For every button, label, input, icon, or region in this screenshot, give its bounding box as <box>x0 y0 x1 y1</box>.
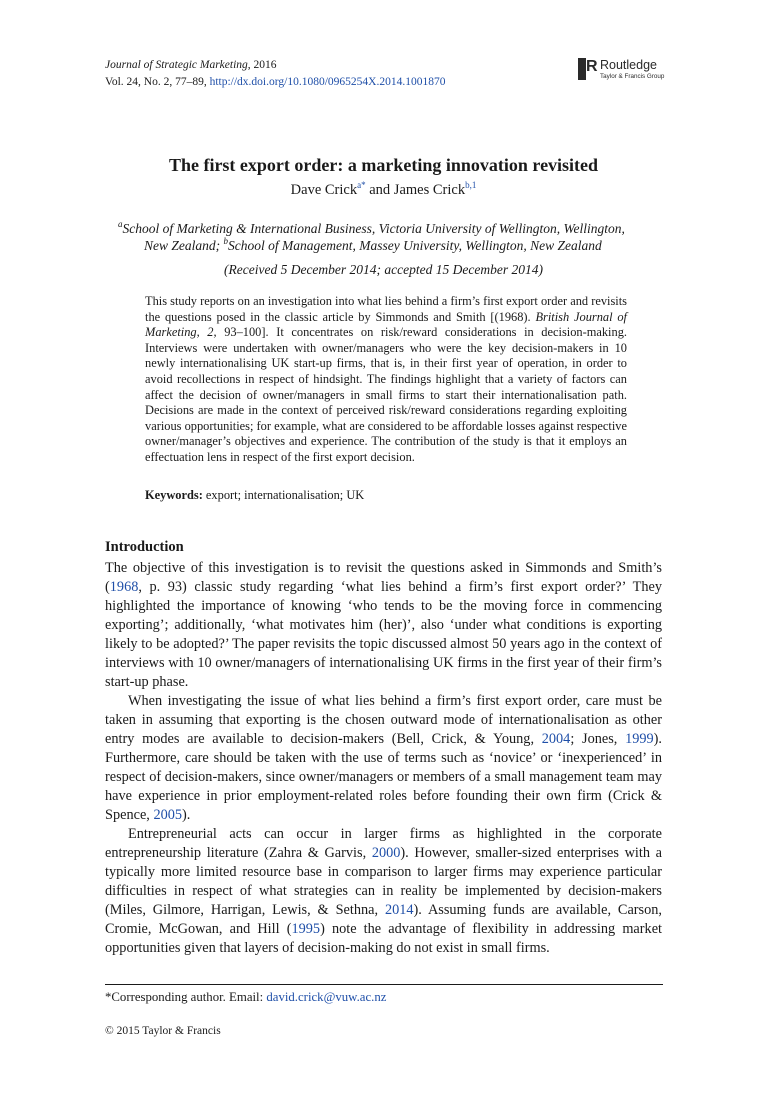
affil-a-text: School of Marketing & International Business, Victoria University of Wellington, Wellington, <box>122 221 625 236</box>
paragraph-3 <box>105 825 662 958</box>
copyright: © 2015 Taylor & Francis <box>105 1025 221 1037</box>
p2-text-d: ). <box>182 807 191 823</box>
p1-text-a: The objective of this investigation is to revisit the questions asked in Simmonds and Smith’s ( <box>105 560 662 595</box>
author-line <box>0 182 767 199</box>
journal-header <box>105 57 445 91</box>
abstract-part-2: 93–100]. It concentrates on risk/reward considerations in decision-making. Interviews were undertaken with owner/managers who were the key decision-makers in 10 newly internationalising UK start-up firms, that is, in their first year of operation, in order to avoid recollections in respect of hindsight. The findings highlight that a variety of factors can affect the decision of owner/managers in small firms to start their internationalisation path. Decisions are made in the context of perceived risk/reward considerations regarding exploiting various opportunities; for example, what are considered to be affordable losses against respective owner/manager’s objectives and experience. The contribution of the study is that it employs an effectuation lens in respect of the first export decision. <box>145 325 627 464</box>
publisher-subtitle: Taylor & Francis Group <box>600 73 665 80</box>
section-heading-introduction: Introduction <box>105 539 184 555</box>
author-and: and <box>365 182 394 198</box>
doi-link[interactable]: http://dx.doi.org/10.1080/0965254X.2014.1001870 <box>209 76 446 88</box>
citation-link[interactable]: 2005 <box>153 807 183 823</box>
author-1-affil-link[interactable]: a* <box>357 180 366 190</box>
keywords-label: Keywords: <box>145 488 203 502</box>
volume-line <box>105 74 445 91</box>
publisher-name: Routledge <box>600 58 657 72</box>
p3-text-c: ). Assuming funds are available, Carson, Cromie, McGowan, and Hill ( <box>105 902 662 937</box>
paragraph-2 <box>105 692 662 825</box>
author-1: Dave Crick <box>290 182 358 198</box>
affil-a-marker: a <box>118 219 123 229</box>
citation-link[interactable]: 1999 <box>625 731 654 747</box>
volume-info: Vol. 24, No. 2, 77–89, <box>105 76 210 88</box>
p3-text-b: ). However, smaller-sized enterprises with a typically more limited resource base in comparison to larger firms may experience particular difficulties in respect of what strategies can in reality be implemented by decision-makers (Miles, Gilmore, Harrigan, Lewis, & Sethna, <box>105 845 663 918</box>
p1-text-b: , p. 93) classic study regarding ‘what lies behind a firm’s first export order?’ They highlighted the importance of knowing ‘who tends to be the moving force in commencing exporting’; additionally, ‘what motivates him (her)’, also ‘under what conditions is exporting likely to be adopted?’ The paper revisits the topic discussed almost 50 years ago in the context of interviews with 10 owner/managers of internationalising UK firms in the first year of their firm’s start-up phase. <box>105 579 662 690</box>
journal-name: Journal of Strategic Marketing <box>105 59 248 71</box>
article-title: The first export order: a marketing innovation revisited <box>168 155 599 175</box>
affiliation-line-2 <box>118 237 658 254</box>
paragraph-1 <box>105 559 662 692</box>
keywords <box>145 488 364 503</box>
routledge-r-icon: R <box>586 58 598 75</box>
routledge-logo <box>578 57 668 83</box>
body-text <box>105 559 662 958</box>
p3-text-a: Entrepreneurial acts can occur in larger firms as highlighted in the corporate entrepreneurship literature (Zahra & Garvis, <box>105 826 662 861</box>
keywords-text: export; internationalisation; UK <box>202 488 365 502</box>
p2-text-b: ; Jones, <box>570 731 626 747</box>
affil-b-text: School of Management, Massey University, Wellington, New Zealand <box>228 238 602 253</box>
abstract-part-1: This study reports on an investigation into what lies behind a firm’s first export order and revisits the questions posed in the classic article by Simmonds and Smith [(1968). <box>145 294 627 324</box>
affil-b-marker: b <box>223 236 228 246</box>
citation-link[interactable]: 2004 <box>541 731 571 747</box>
citation-link[interactable]: 1995 <box>291 921 321 937</box>
received-dates: (Received 5 December 2014; accepted 15 December 2014) <box>224 262 543 277</box>
p2-text-c: ). Furthermore, care should be taken with the use of terms such as ‘novice’ or ‘inexperienced’ in respect of decision-makers, since owner/managers or members of a small management team may have experience in prior employment-related roles before founding their own firm (Crick & Spence, <box>105 731 662 823</box>
citation-link[interactable]: 2014 <box>384 902 414 918</box>
p2-text-a: When investigating the issue of what lies behind a firm’s first export order, care must be taken in assuming that exporting is the chosen outward mode of internationalisation as other entry modes are available to decision-makers (Bell, Crick, & Young, <box>105 693 662 747</box>
routledge-logo-icon <box>578 58 586 80</box>
footnote <box>105 990 386 1005</box>
author-2-affil-link[interactable]: b,1 <box>465 180 477 190</box>
footnote-divider <box>105 984 663 985</box>
journal-line <box>105 57 445 74</box>
citation-link[interactable]: 2000 <box>371 845 401 861</box>
citation-link[interactable]: 1968 <box>109 579 139 595</box>
affil-a-text-cont: New Zealand; <box>144 238 224 253</box>
p3-text-d: ) note the advantage of flexibility in addressing market opportunities given that layers of decision-making do not exist in small firms. <box>105 921 663 956</box>
affiliations <box>118 220 658 254</box>
author-2: James Crick <box>393 182 466 198</box>
footnote-label: *Corresponding author. Email: <box>105 990 267 1004</box>
journal-year: , 2016 <box>247 59 277 71</box>
author-email-link[interactable]: david.crick@vuw.ac.nz <box>266 990 387 1004</box>
affiliation-line-1 <box>118 220 658 237</box>
abstract <box>145 294 627 466</box>
abstract-journal-ref: British Journal of Marketing, 2, <box>145 309 627 340</box>
